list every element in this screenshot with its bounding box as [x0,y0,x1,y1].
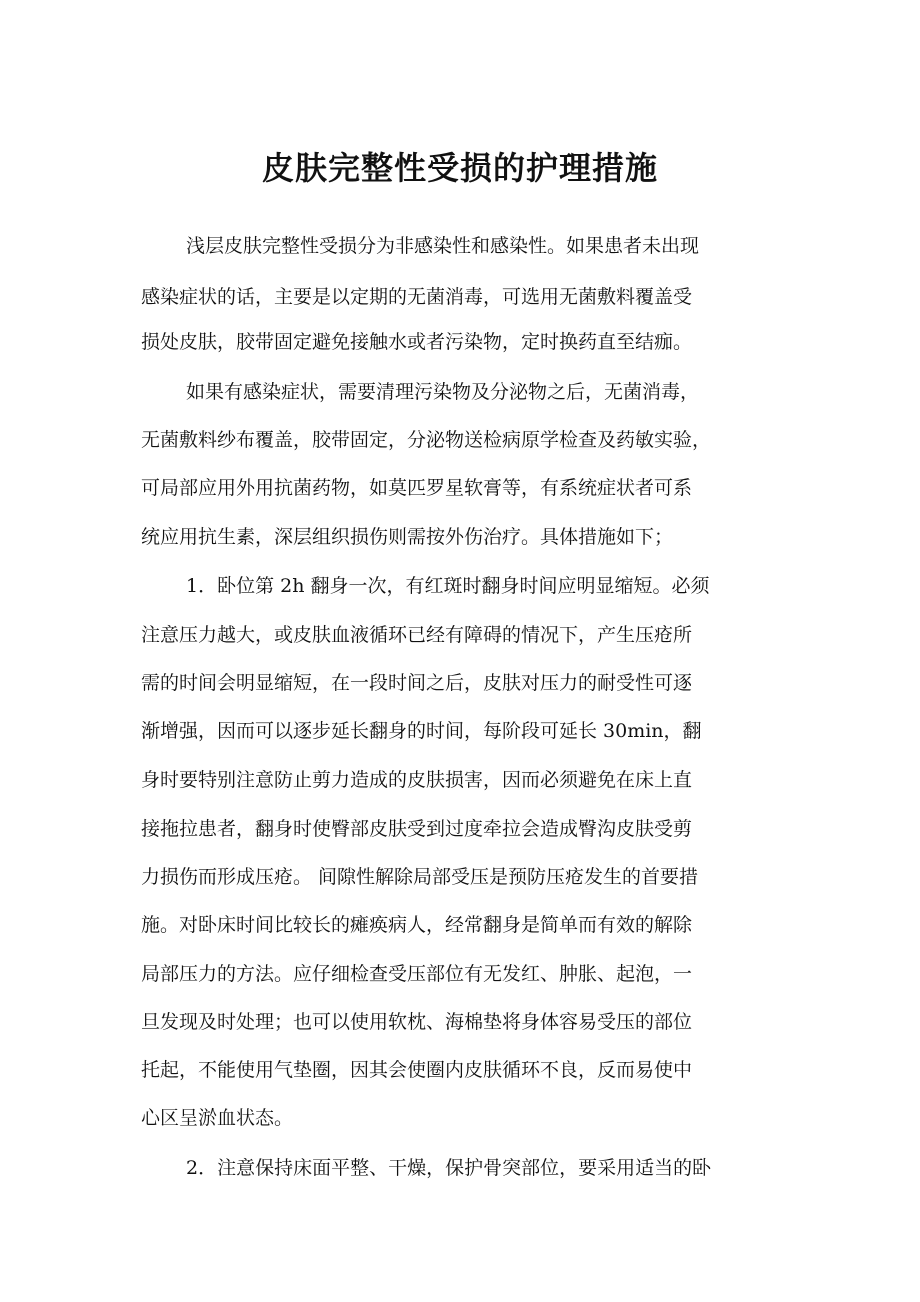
body-line-6: 可局部应用外用抗菌药物，如莫匹罗星软膏等，有系统症状者可系 [141,477,693,499]
document-title: 皮肤完整性受损的护理措施 [261,149,658,187]
body-line-18: 托起，不能使用气垫圈，因其会使圈内皮肤循环不良，反而易使中 [141,1059,693,1081]
body-line-1: 浅层皮肤完整性受损分为非感染性和感染性。如果患者未出现 [186,235,700,257]
body-line-5: 无菌敷料纱布覆盖，胶带固定，分泌物送检病原学检查及药敏实验， [141,429,712,451]
body-line-20: 2．注意保持床面平整、干燥，保护骨突部位，要采用适当的卧 [186,1157,712,1179]
body-line-9: 注意压力越大，或皮肤血液循环已经有障碍的情况下，产生压疮所 [141,624,693,646]
body-line-14: 力损伤而形成压疮。 间隙性解除局部受压是预防压疮发生的首要措 [141,866,699,888]
body-line-2: 感染症状的话，主要是以定期的无菌消毒，可选用无菌敷料覆盖受 [141,286,693,308]
body-line-15: 施。对卧床时间比较长的瘫痪病人，经常翻身是简单而有效的解除 [141,914,693,936]
body-line-8: 1．卧位第 2h 翻身一次，有红斑时翻身时间应明显缩短。必须 [186,575,710,597]
body-line-12: 身时要特别注意防止剪力造成的皮肤损害，因而必须避免在床上直 [141,769,693,791]
body-line-3: 损处皮肤，胶带固定避免接触水或者污染物，定时换药直至结痂。 [141,331,693,353]
body-line-4: 如果有感染症状，需要清理污染物及分泌物之后，无菌消毒， [186,381,700,403]
body-line-17: 旦发现及时处理；也可以使用软枕、海棉垫将身体容易受压的部位 [141,1011,693,1033]
body-line-7: 统应用抗生素，深层组织损伤则需按外伤治疗。具体措施如下； [141,526,674,548]
body-line-19: 心区呈淤血状态。 [141,1107,294,1129]
body-line-16: 局部压力的方法。应仔细检查受压部位有无发红、肿胀、起泡，一 [141,963,693,985]
body-line-10: 需的时间会明显缩短，在一段时间之后，皮肤对压力的耐受性可逐 [141,672,693,694]
body-line-11: 渐增强，因而可以逐步延长翻身的时间，每阶段可延长 30min，翻 [141,720,702,742]
body-line-13: 接拖拉患者，翻身时使臀部皮肤受到过度牵拉会造成臀沟皮肤受剪 [141,818,693,840]
